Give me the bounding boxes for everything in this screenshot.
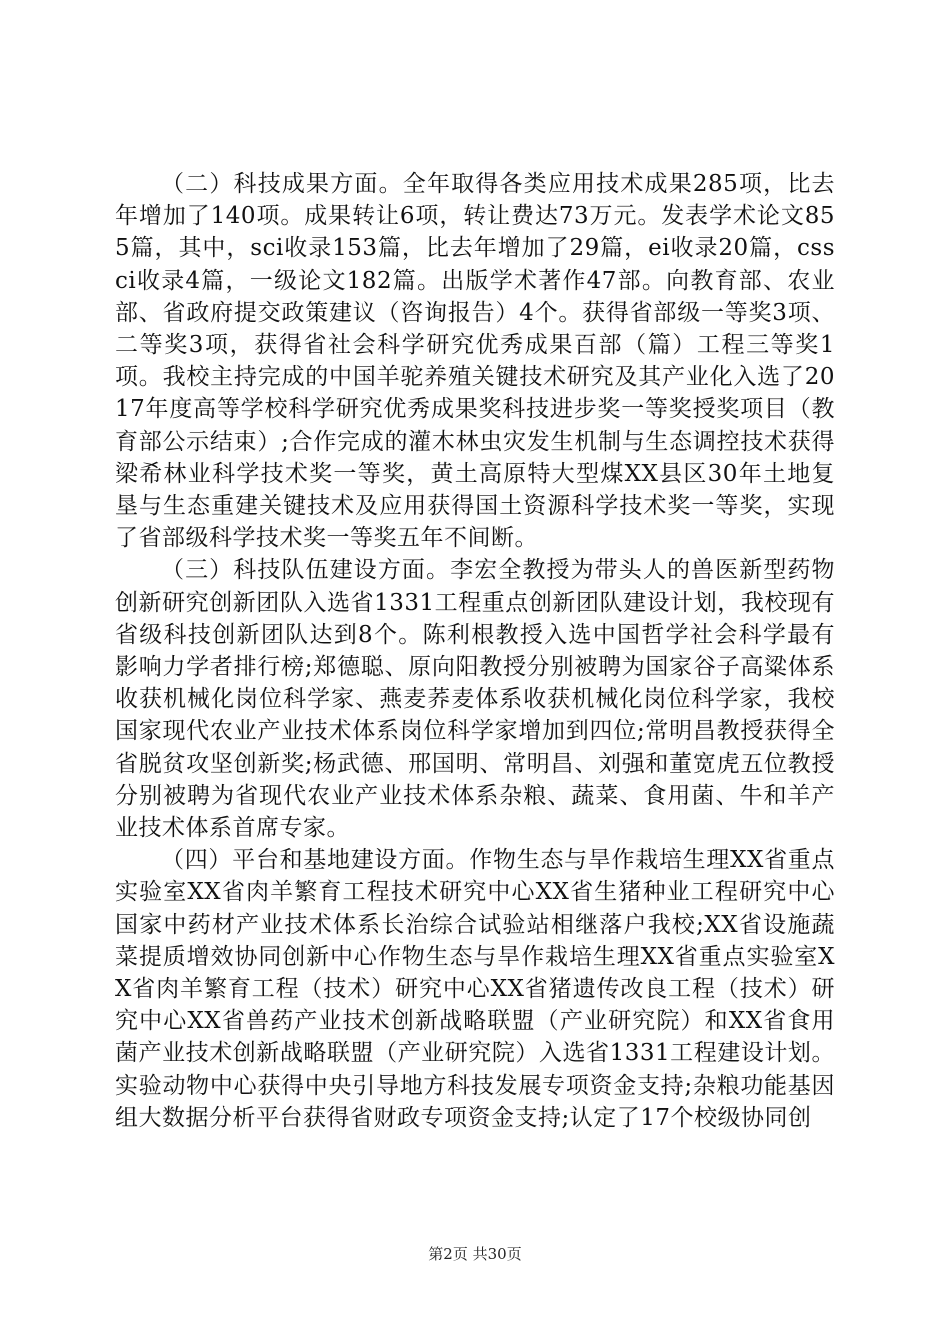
paragraph-tech-achievements: （二）科技成果方面。全年取得各类应用技术成果285项，比去年增加了140项。成果转让6项，转让费达73万元。发表学术论文855篇，其中，sci收录153篇，比去年增加了29篇，ei收录20篇，cssci收录4篇，一级论文182篇。出版学术著作47部。向教育部、农业部、省政府提交政策建议（咨询报告）4个。获得省部级一等奖3项、二等奖3项，获得省社会科学研究优秀成果百部（篇）工程三等奖1项。我校主持完成的中国羊驼养殖关键技术研究及其产业化入选了2017年度高等学校科学研究优秀成果奖科技进步奖一等奖授奖项目（教育部公示结束）;合作完成的灌木林虫灾发生机制与生态调控技术获得梁希林业科学技术奖一等奖，黄土高原特大型煤XX县区30年土地复垦与生态重建关键技术及应用获得国土资源科学技术奖一等奖，实现了省部级科学技术奖一等奖五年不间断。 xyxy=(115,171,835,552)
paragraph-tech-team: （三）科技队伍建设方面。李宏全教授为带头人的兽医新型药物创新研究创新团队入选省1331工程重点创新团队建设计划，我校现有省级科技创新团队达到8个。陈利根教授入选中国哲学社会科学最有影响力学者排行榜;郑德聪、原向阳教授分别被聘为国家谷子高粱体系收获机械化岗位科学家、燕麦荞麦体系收获机械化岗位科学家，我校国家现代农业产业技术体系岗位科学家增加到四位;常明昌教授获得全省脱贫攻坚创新奖;杨武德、邢国明、常明昌、刘强和董宽虎五位教授分别被聘为省现代农业产业技术体系杂粮、蔬菜、食用菌、牛和羊产业技术体系首席专家。 xyxy=(115,557,835,842)
page-number: 第2页 共30页 xyxy=(428,1245,522,1263)
page-footer xyxy=(0,1243,950,1264)
paragraph-platform-base: （四）平台和基地建设方面。作物生态与旱作栽培生理XX省重点实验室XX省肉羊繁育工程技术研究中心XX省生猪种业工程研究中心国家中药材产业技术体系长治综合试验站相继落户我校;XX省设施蔬菜提质增效协同创新中心作物生态与旱作栽培生理XX省重点实验室XX省肉羊繁育工程（技术）研究中心XX省猪遗传改良工程（技术）研究中心XX省兽药产业技术创新战略联盟（产业研究院）和XX省食用菌产业技术创新战略联盟（产业研究院）入选省1331工程建设计划。实验动物中心获得中央引导地方科技发展专项资金支持;杂粮功能基因组大数据分析平台获得省财政专项资金支持;认定了17个校级协同创 xyxy=(115,847,835,1131)
document-body xyxy=(115,168,835,1134)
